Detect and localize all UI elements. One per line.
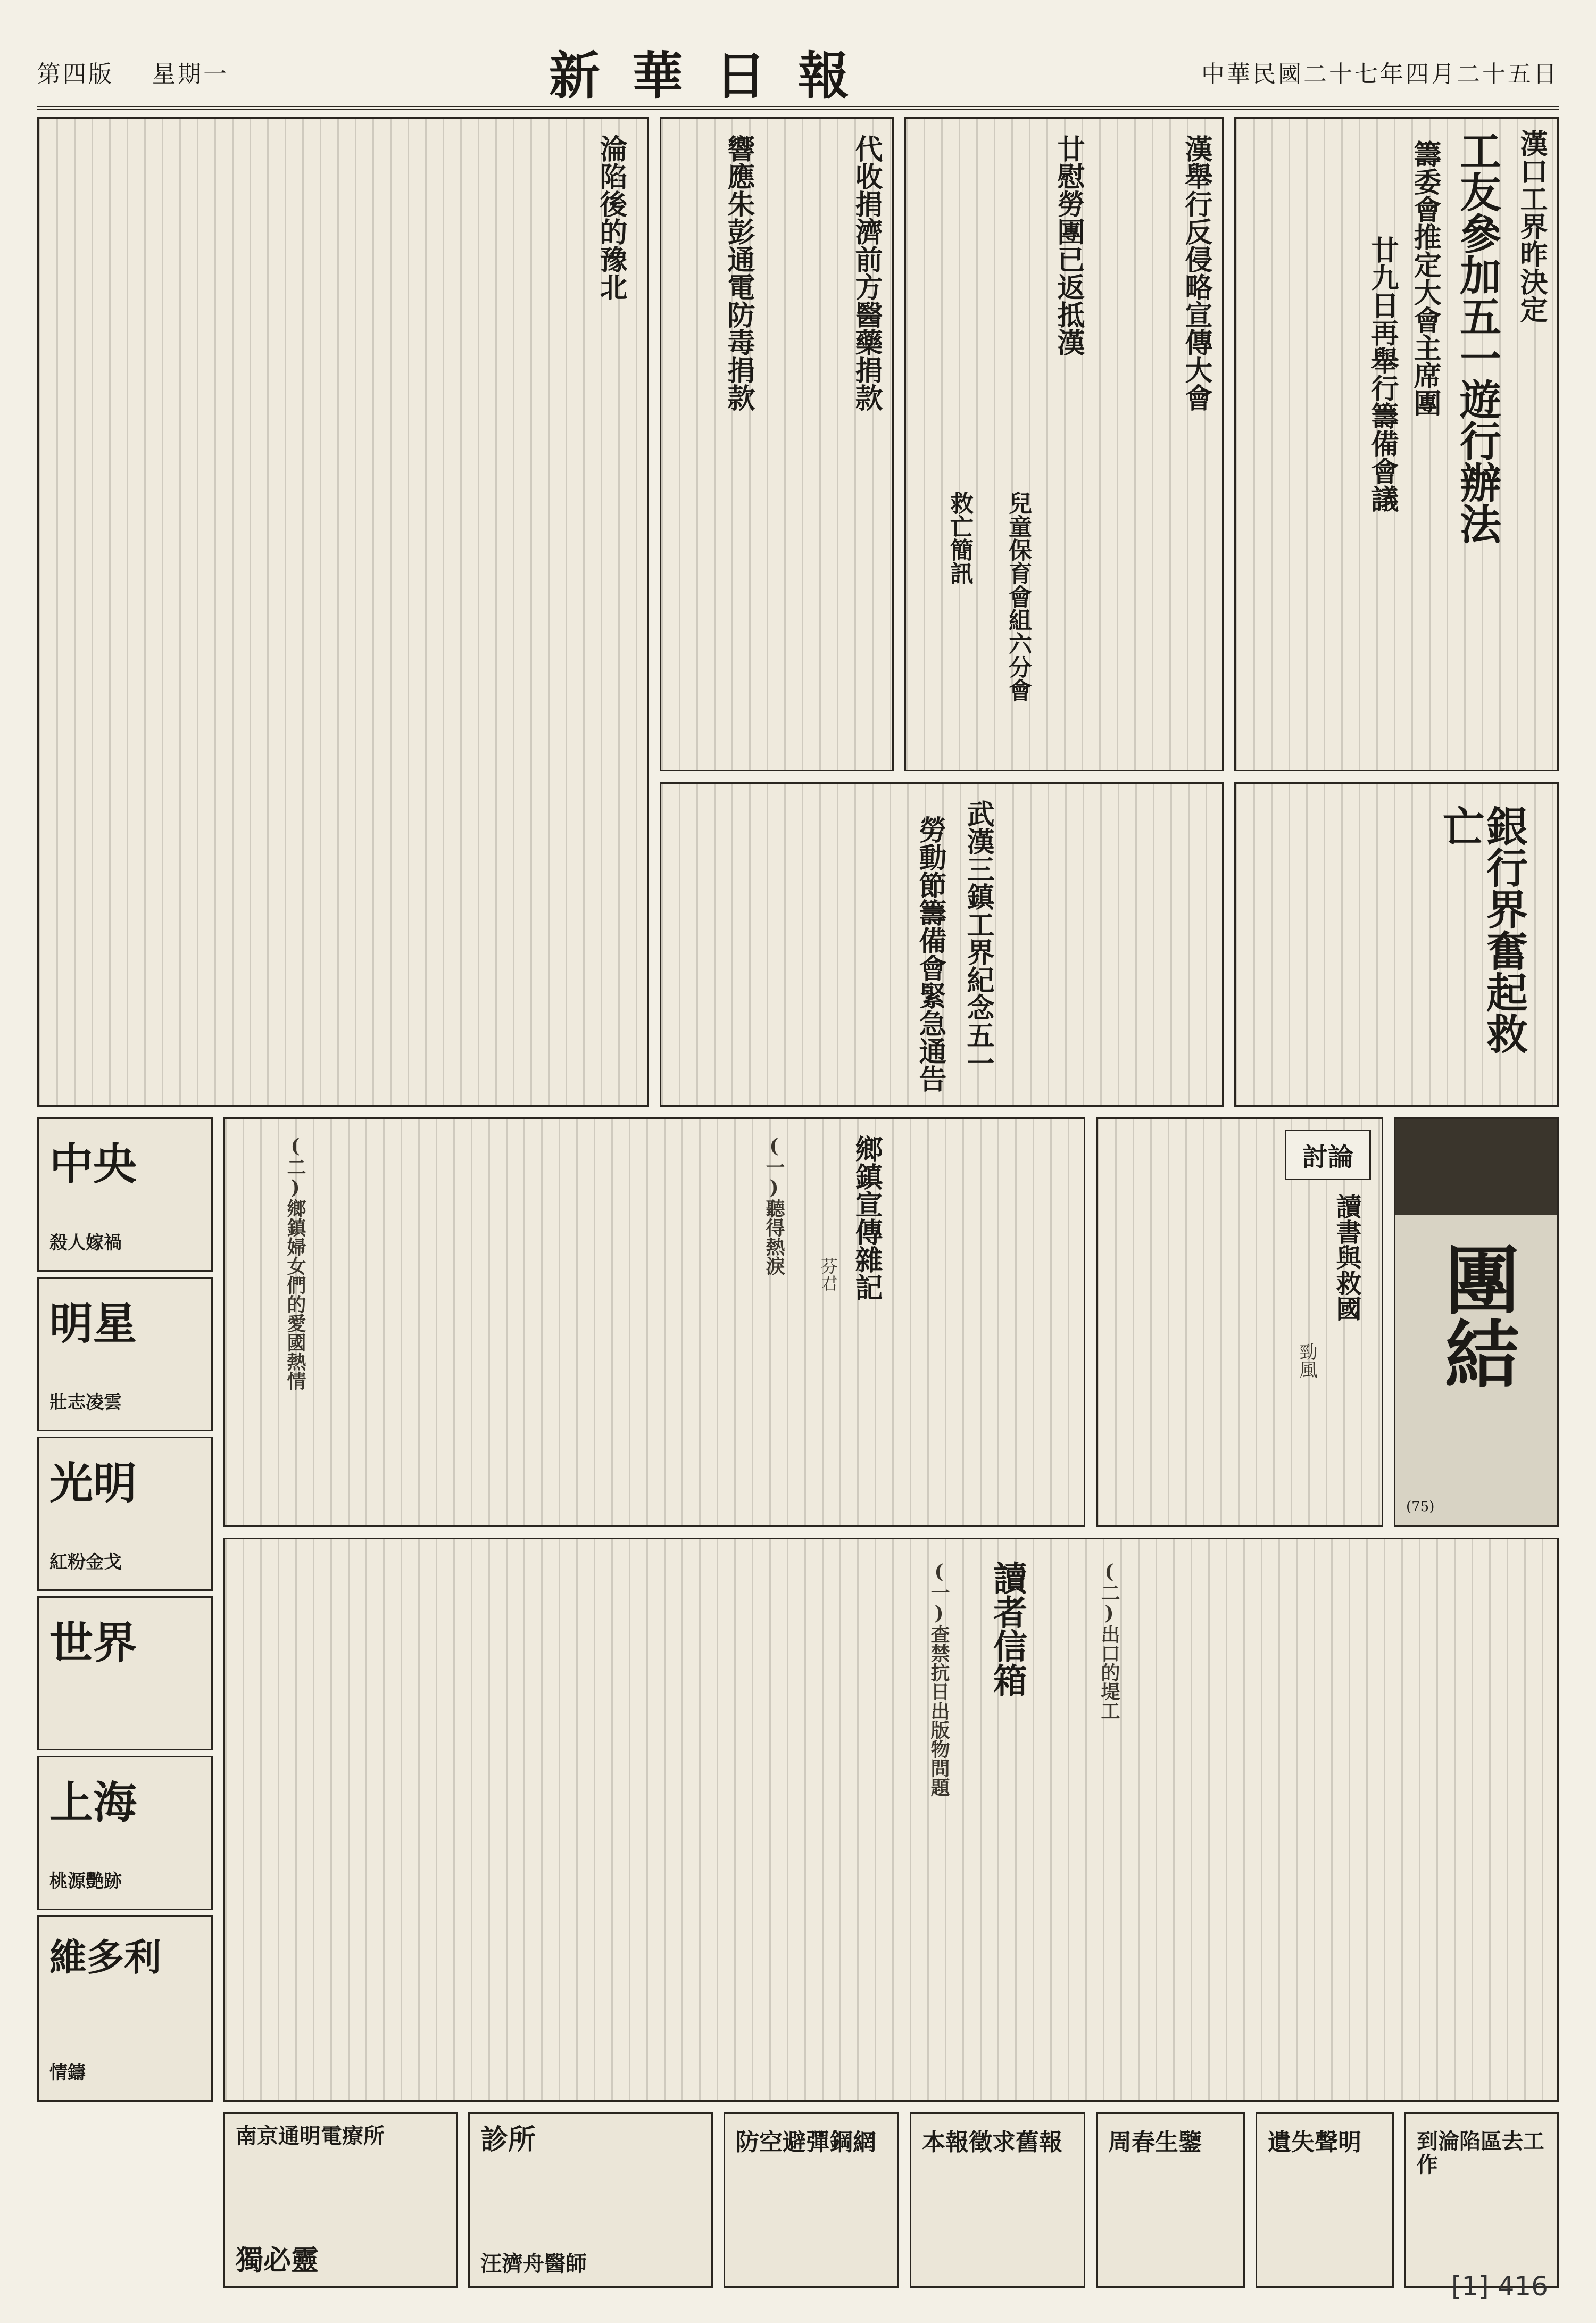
mayday-subhead: 勞動節籌備會緊急通告: [914, 816, 946, 1092]
ad-clinic: [223, 2112, 458, 2288]
masthead: [37, 37, 1559, 110]
weekday-line: 星期一: [152, 61, 229, 88]
discussion-author: 勁風: [1296, 1342, 1317, 1379]
letters-article: [223, 1538, 1559, 2102]
unity-illustration: [1394, 1117, 1559, 1527]
ad-guangming-film: 紅粉金戈: [49, 1552, 122, 1573]
ad-mingxing-name: 明星: [49, 1298, 137, 1349]
ad-mingxing: [37, 1277, 213, 1431]
ad-shijie-name: 世界: [49, 1617, 137, 1669]
rally-headline: 漢舉行反侵略宣傳大會: [1180, 135, 1212, 411]
date-line: 中華民國二十七年四月二十五日: [1201, 61, 1559, 88]
medical-headline: 代收捐濟前方醫藥捐款: [850, 135, 883, 411]
ad-doctor-name: 汪濟舟醫師: [480, 2251, 587, 2276]
ad-shelter: [724, 2112, 899, 2288]
ad-shanghai-show: 桃源艷跡: [49, 1871, 122, 1892]
ad-shanghai: [37, 1756, 213, 1910]
village-headline: 鄉鎮宣傳雜記: [850, 1135, 883, 1301]
ad-mingxing-star: 壯志凌雲: [49, 1392, 122, 1413]
medical-article: [660, 117, 894, 771]
ad-notice-zhou-name: 周春生鑒: [1108, 2129, 1202, 2156]
ad-newspaper-name: 本報徵求舊報: [922, 2129, 1062, 2156]
rally-article: [904, 117, 1224, 771]
weekday-and-page: [37, 55, 229, 89]
discussion-article: [1096, 1117, 1383, 1527]
ad-zhongyang: [37, 1117, 213, 1272]
letters-subhead-2: (二)出口的堤工: [1098, 1561, 1120, 1720]
paper-title: 新華日報: [548, 45, 881, 106]
discussion-label: 討論: [1285, 1130, 1371, 1180]
ad-weiduoli: [37, 1915, 213, 2102]
page-label: 第四版: [37, 61, 114, 88]
ad-shelter-name: 防空避彈鋼網: [736, 2129, 876, 2156]
ad-zhongyang-name: 中央: [49, 1139, 137, 1190]
henan-headline: 淪陷後的豫北: [595, 135, 627, 301]
village-article: [223, 1117, 1085, 1527]
lead-article: [1234, 117, 1559, 771]
henan-article: [37, 117, 649, 1107]
bank-article: [1234, 782, 1559, 1107]
village-author: 芬君: [818, 1257, 838, 1291]
bank-headline: 銀行界奮起救亡: [1436, 805, 1528, 1054]
discussion-headline: 讀書與救國: [1332, 1193, 1361, 1321]
lead-subhead-2: 廿九日再舉行籌備會議: [1366, 236, 1399, 512]
ad-notice-lost-name: 遺失聲明: [1268, 2129, 1361, 2156]
ad-weiduoli-name: 維多利: [49, 1935, 161, 1979]
mayday-article: [660, 782, 1224, 1107]
relief-headline: 救亡簡訊: [946, 491, 973, 585]
ad-newspaper: [910, 2112, 1085, 2288]
unity-number: (75): [1406, 1499, 1435, 1515]
ad-weiduoli-film: 情鑄: [49, 2062, 86, 2084]
ad-clinic-sub: 獨必靈: [236, 2244, 319, 2277]
ad-notice-work: [1404, 2112, 1559, 2288]
village-subhead-2: (二)鄉鎮婦女們的愛國熱情: [284, 1135, 306, 1390]
children-headline: 兒童保育會組六分會: [1004, 491, 1032, 702]
page-number: [1] 416: [1451, 2271, 1548, 2302]
ad-guangming: [37, 1437, 213, 1591]
ad-notice-work-name: 到淪陷區去工作: [1417, 2129, 1544, 2177]
ad-doctor: [468, 2112, 713, 2288]
mayday-headline: 武漢三鎮工界紀念五一: [962, 800, 994, 1076]
ad-notice-zhou: [1096, 2112, 1245, 2288]
ad-guangming-name: 光明: [49, 1458, 137, 1509]
letters-subhead-1: (一)查禁抗日出版物問題: [928, 1561, 950, 1797]
lead-kicker: 漢口工界昨決定: [1515, 129, 1548, 323]
ad-doctor-sub: 診所: [480, 2123, 536, 2156]
ad-shanghai-name: 上海: [49, 1777, 137, 1828]
ad-clinic-name: 南京通明電療所: [236, 2123, 385, 2148]
village-subhead-1: (一)聽得熱淚: [763, 1135, 785, 1275]
wounded-headline: 廿慰勞團已返抵漢: [1052, 135, 1085, 356]
letters-headline: 讀者信箱: [987, 1561, 1027, 1697]
unity-title: 團結: [1432, 1241, 1520, 1390]
lead-subhead-1: 籌委會推定大會主席團: [1409, 140, 1441, 417]
donation-headline: 響應朱彭通電防毒捐款: [722, 135, 755, 411]
ad-zhongyang-film: 殺人嫁禍: [49, 1232, 122, 1254]
ad-notice-lost: [1256, 2112, 1394, 2288]
lead-headline: 工友參加五一遊行辦法: [1453, 129, 1501, 544]
ad-shijie: [37, 1596, 213, 1750]
